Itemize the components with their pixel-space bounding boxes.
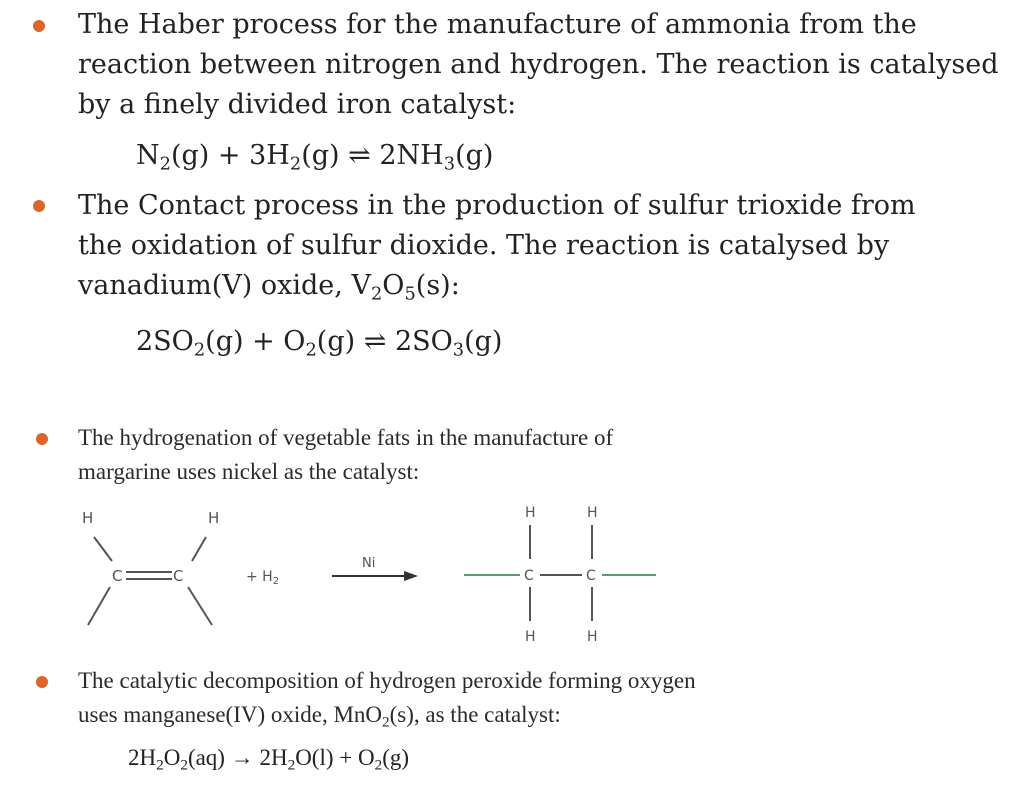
paragraph-contact-process xyxy=(78,186,916,306)
text-line: The Contact process in the production of sulfur trioxide from xyxy=(78,190,916,221)
bond-h-c-right xyxy=(192,537,206,561)
atom-c-left: C xyxy=(524,568,534,584)
atom-h-bottom-right: H xyxy=(587,629,598,645)
plus-h2-subscript: 2 xyxy=(272,576,280,587)
bond-c-left-down xyxy=(88,587,110,625)
text-line: the oxidation of sulfur dioxide. The reaction is catalysed by xyxy=(78,230,890,261)
text-line: The hydrogenation of vegetable fats in the manufacture of xyxy=(78,425,614,450)
reaction-arrow-head xyxy=(404,571,418,581)
equation-reactants: $2SO_2(g) + O_2(g)$ xyxy=(136,326,356,361)
text-line: vanadium(V) oxide, $V_2O_5(s)$: xyxy=(78,270,460,305)
paragraph-hydrogenation xyxy=(78,421,613,489)
bond-c-right-down xyxy=(188,587,212,625)
equation-products: $2H_2O(l) + O_2(g)$ xyxy=(259,745,410,774)
equation-contact xyxy=(136,324,502,360)
text-line: by a finely divided iron catalyst: xyxy=(78,89,517,120)
text-line: reaction between nitrogen and hydrogen. The reaction is catalysed xyxy=(78,49,999,80)
plus-h2-text: + H xyxy=(246,569,273,585)
paragraph-peroxide-decomposition xyxy=(78,664,696,732)
bullet-point xyxy=(33,20,45,32)
hydrogenation-diagram xyxy=(60,495,680,650)
text-line: The catalytic decomposition of hydrogen peroxide forming oxygen xyxy=(78,668,696,693)
equation-reactants: $2H_2O_2(aq)$ xyxy=(128,745,225,774)
equilibrium-arrow: ⇌ xyxy=(348,140,371,171)
atom-h-right: H xyxy=(208,509,220,527)
atom-c-right: C xyxy=(586,568,596,584)
atom-c-left: C xyxy=(112,567,123,585)
text-line: margarine uses nickel as the catalyst: xyxy=(78,459,420,484)
catalyst-ni-label: Ni xyxy=(362,556,376,571)
equation-products: $2SO_3(g)$ xyxy=(394,326,503,361)
atom-h-top-left: H xyxy=(525,505,536,521)
reaction-arrow: → xyxy=(230,745,254,770)
equation-haber xyxy=(136,138,493,174)
equation-reactants: $N_2(g) + 3H_2(g)$ xyxy=(136,140,340,175)
paragraph-haber-process xyxy=(78,5,999,125)
bullet-point xyxy=(36,433,48,445)
atom-h-bottom-left: H xyxy=(525,629,536,645)
plus-h2-label xyxy=(246,569,279,587)
bullet-point xyxy=(36,676,48,688)
equation-peroxide xyxy=(128,740,409,776)
text-line: The Haber process for the manufacture of ammonia from the xyxy=(78,9,917,40)
atom-h-top-right: H xyxy=(587,505,598,521)
bullet-point xyxy=(33,200,45,212)
bond-h-c-left xyxy=(94,537,112,561)
atom-c-right: C xyxy=(173,567,184,585)
text-line: uses manganese(IV) oxide, MnO$_2$(s), as the catalyst: xyxy=(78,702,561,731)
atom-h-left: H xyxy=(82,509,94,527)
equilibrium-arrow: ⇌ xyxy=(363,326,387,357)
equation-products: $2NH_3(g)$ xyxy=(379,140,494,175)
